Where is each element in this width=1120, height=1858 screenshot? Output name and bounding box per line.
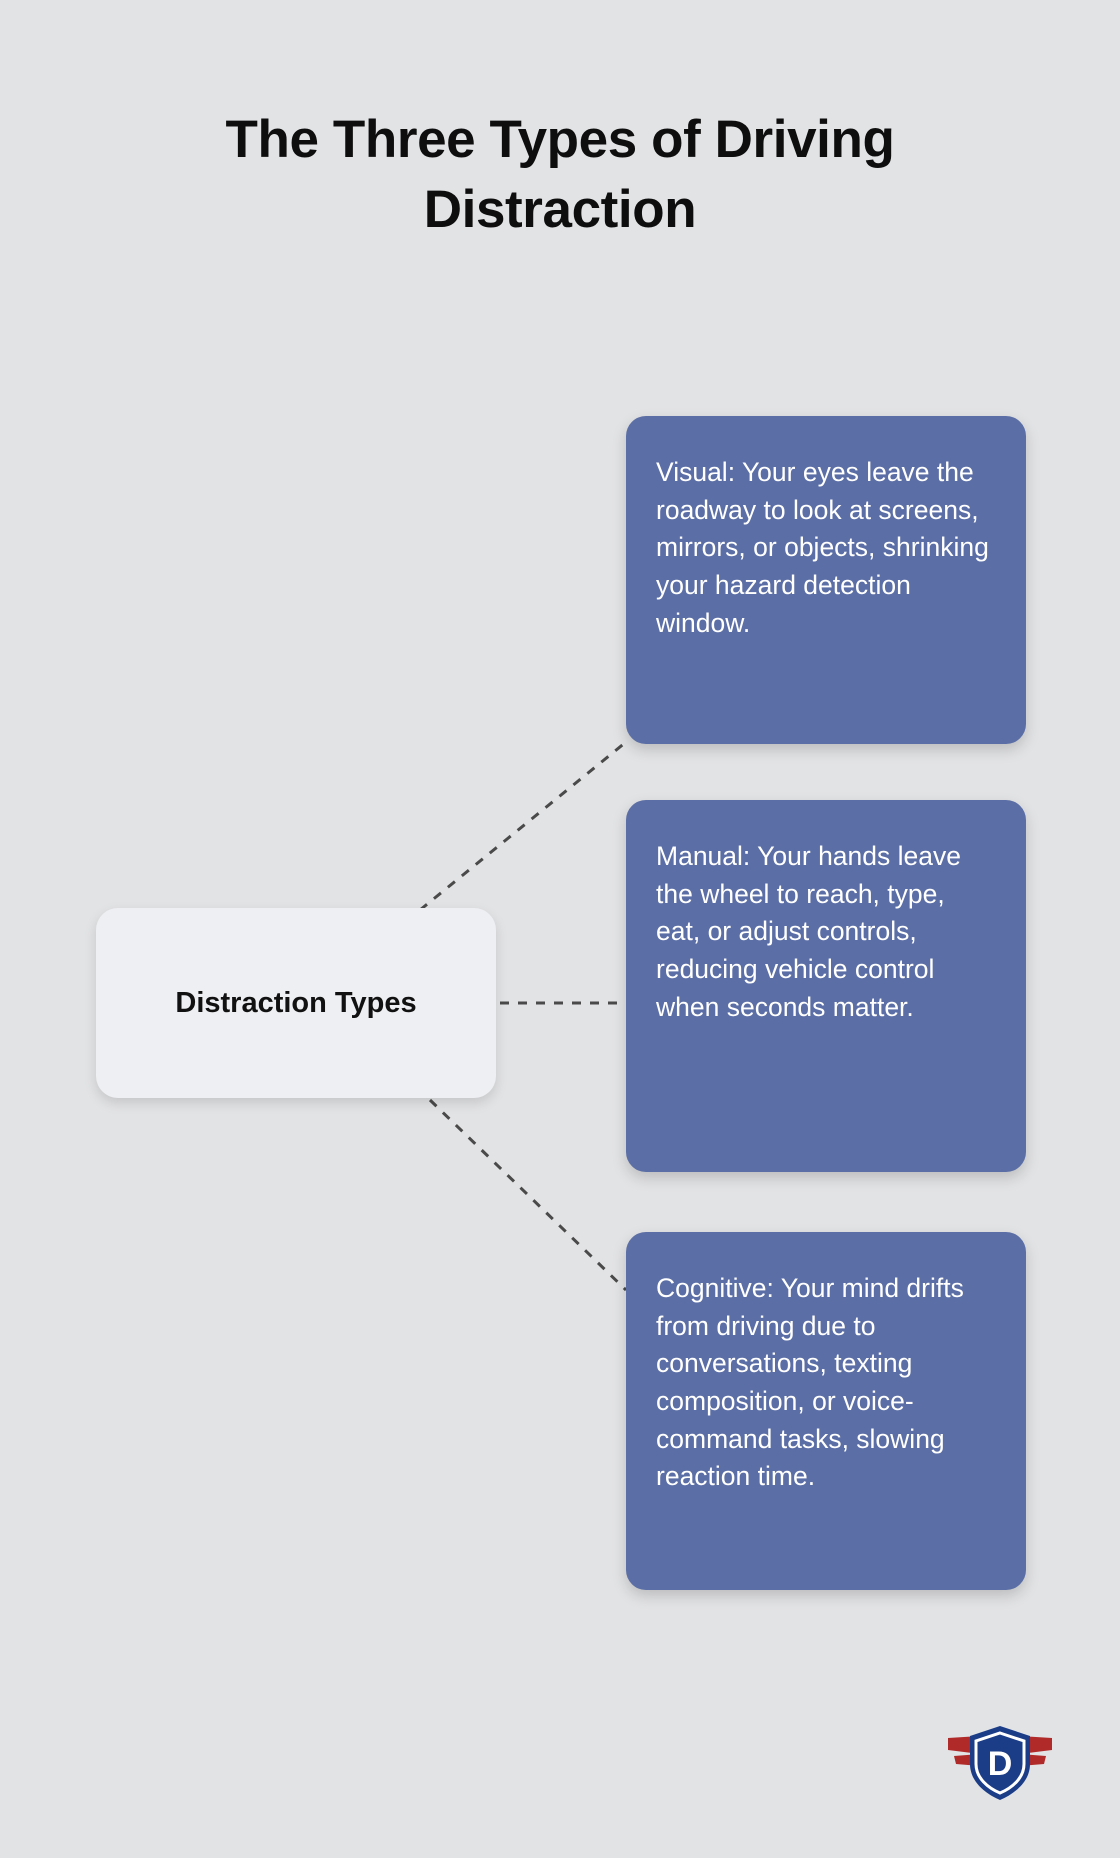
brand-logo-icon — [944, 1720, 1056, 1804]
branch-node-manual-text: Manual: Your hands leave the wheel to reach, type, eat, or adjust controls, reducing vehicle control when seconds matter. — [656, 841, 961, 1022]
root-node — [96, 908, 496, 1098]
root-node-label: Distraction Types — [175, 986, 417, 1019]
branch-node-manual — [626, 800, 1026, 1172]
svg-text:D: D — [987, 1745, 1013, 1783]
branch-node-visual-text: Visual: Your eyes leave the roadway to look at screens, mirrors, or objects, shrinking your hazard detection window. — [656, 457, 989, 638]
branch-node-cognitive-text: Cognitive: Your mind drifts from driving due to conversations, texting composition, or voice-command tasks, slowing reaction time. — [656, 1273, 964, 1492]
page-title: The Three Types of Driving Distraction — [225, 110, 895, 239]
connector-cognitive — [430, 1100, 626, 1290]
branch-node-visual — [626, 416, 1026, 744]
branch-node-cognitive — [626, 1232, 1026, 1590]
connector-visual — [420, 742, 626, 910]
